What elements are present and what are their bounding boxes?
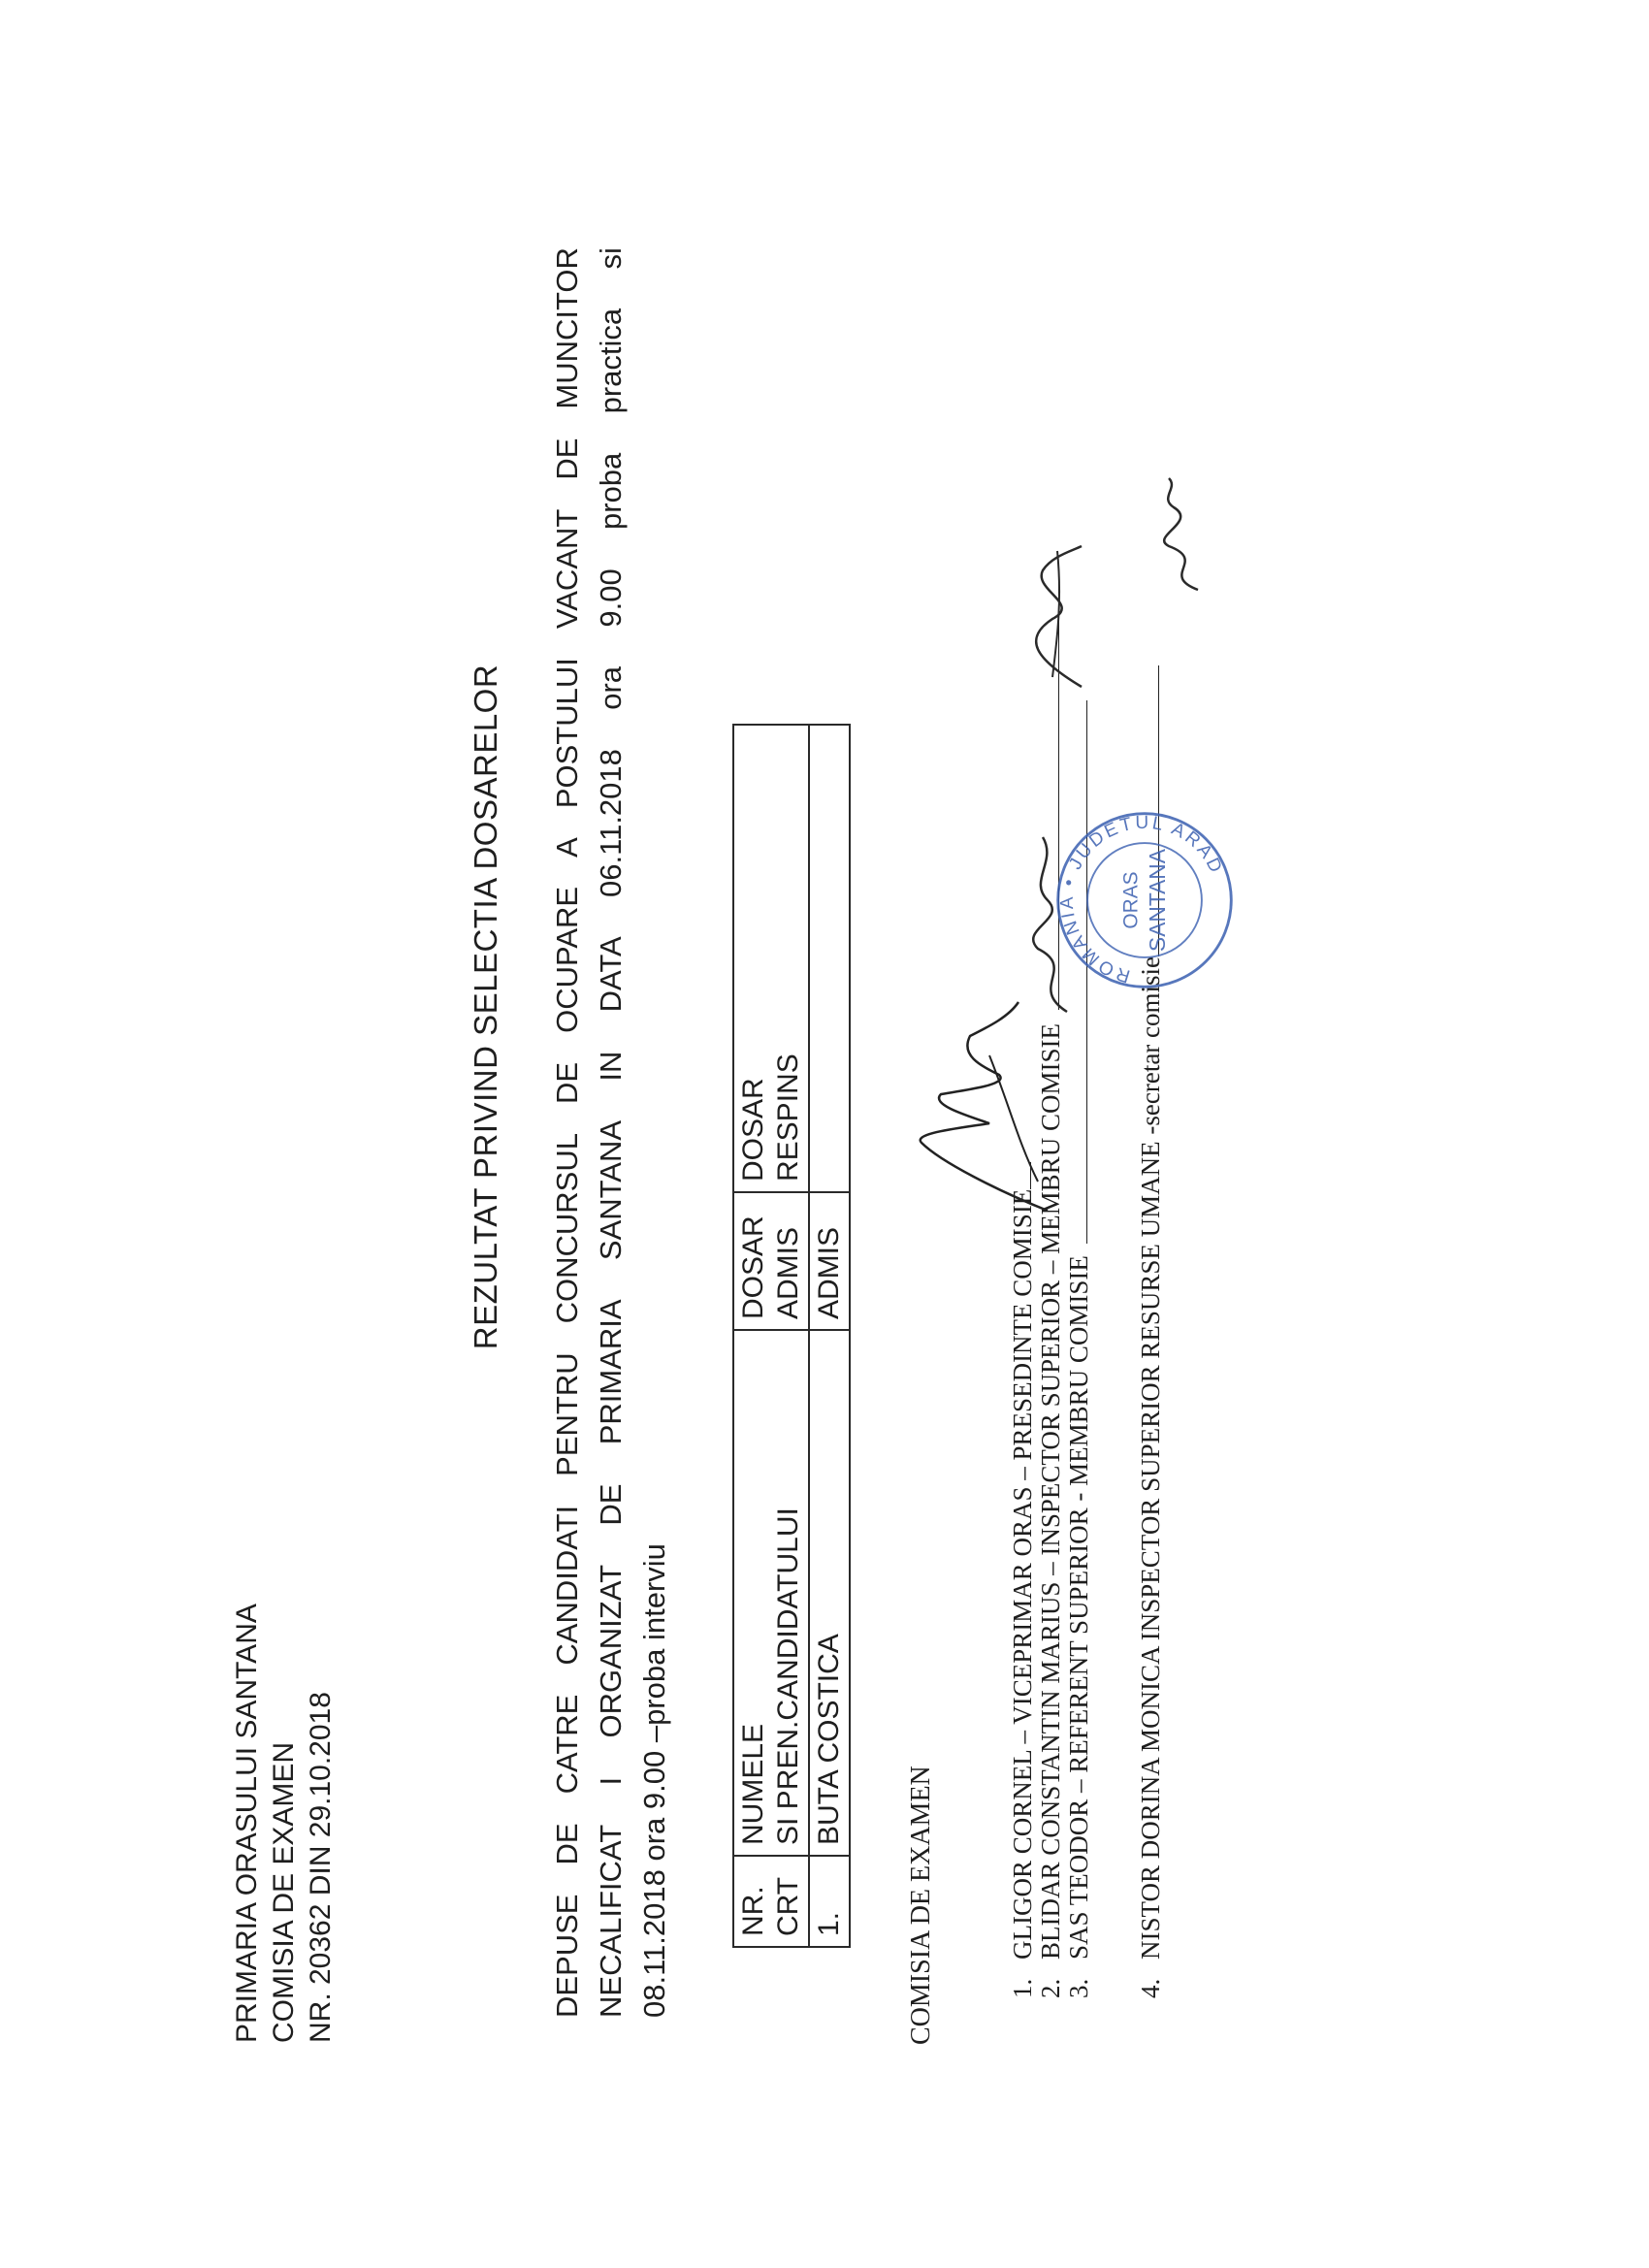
paragraph-word: ORGANIZAT bbox=[594, 1564, 628, 1738]
paragraph-word: PENTRU bbox=[550, 1352, 584, 1476]
paragraph-word: practica bbox=[594, 308, 628, 414]
paragraph-word: 9.00 bbox=[594, 568, 628, 628]
paragraph-word: DATA bbox=[594, 936, 628, 1013]
paragraph-word: I bbox=[594, 1776, 628, 1786]
signature-member-3 bbox=[1014, 541, 1101, 697]
paragraph-word: IN bbox=[594, 1051, 628, 1082]
paragraph-word: POSTULUI bbox=[550, 658, 584, 809]
member-1: 1.GLIGOR CORNEL – VICEPRIMAR ORAS – PRESEDINTE COMISIE bbox=[1009, 583, 1037, 1998]
cell-candidate: BUTA COSTICA bbox=[809, 1330, 850, 1856]
paragraph-line-1 bbox=[545, 247, 589, 2018]
member-2: 2.BLIDAR CONSTANTIN MARIUS – INSPECTOR SUPERIOR – MEMBRU COMISIE bbox=[1037, 583, 1065, 1998]
issuer-name: PRIMARIA ORASULUI SANTANA bbox=[231, 1604, 263, 2043]
description-paragraph bbox=[545, 247, 676, 2018]
paragraph-word: MUNCITOR bbox=[550, 247, 584, 409]
header-admitted: DOSAR ADMIS bbox=[733, 1192, 809, 1330]
registration-number: NR. 20362 DIN 29.10.2018 bbox=[305, 1692, 337, 2043]
stamp-outer-text: ROMANIA • JUDETUL ARAD bbox=[1056, 812, 1227, 987]
document-title: REZULTAT PRIVIND SELECTIA DOSARELOR bbox=[468, 664, 503, 1350]
paragraph-word: 06.11.2018 bbox=[594, 749, 628, 897]
stamp-inner-line-2: SANTANA bbox=[1144, 849, 1170, 952]
cell-nr: 1. bbox=[809, 1856, 850, 1947]
paragraph-word: DE bbox=[594, 1483, 628, 1526]
paragraph-word: CANDIDATI bbox=[550, 1505, 584, 1666]
paragraph-line-2 bbox=[589, 247, 632, 2018]
stamp-inner-line-1: ORAS bbox=[1119, 871, 1143, 929]
header-candidate-name: NUMELE SI PREN.CANDIDATULUI bbox=[733, 1330, 809, 1856]
paragraph-word: OCUPARE bbox=[550, 886, 584, 1033]
paragraph-word: NECALIFICAT bbox=[594, 1824, 628, 2018]
member-4: 4.NISTOR DORINA MONICA INSPECTOR SUPERIOR RESURSE UMANE -secretar comisie bbox=[1137, 583, 1165, 1998]
commission-name: COMISIA DE EXAMEN bbox=[268, 1741, 300, 2043]
cell-rejected bbox=[809, 725, 850, 1192]
paragraph-word: SANTANA bbox=[594, 1119, 628, 1261]
paragraph-word: si bbox=[594, 247, 628, 270]
header-nr-crt: NR. CRT bbox=[733, 1856, 809, 1947]
paragraph-word: CONCURSUL bbox=[550, 1133, 584, 1324]
paragraph-word: DE bbox=[550, 1823, 584, 1865]
paragraph-word: PRIMARIA bbox=[594, 1299, 628, 1445]
commission-members bbox=[1009, 583, 1165, 1998]
signature-member-2 bbox=[1009, 832, 1096, 1017]
results-table bbox=[732, 724, 851, 1948]
member-3: 3.SAS TEODOR – REFERENT SUPERIOR - MEMBRU COMISIE bbox=[1065, 583, 1093, 1998]
paragraph-word: DE bbox=[550, 437, 584, 480]
paragraph-word: proba bbox=[594, 452, 628, 530]
paragraph-line-3: 08.11.2018 ora 9.00 –proba interviu bbox=[637, 1543, 671, 2018]
paragraph-word: ora bbox=[594, 665, 628, 710]
paragraph-word: A bbox=[550, 837, 584, 858]
signature-president bbox=[902, 997, 1067, 1220]
issuer-header bbox=[229, 1604, 340, 2043]
commission-heading: COMISIA DE EXAMEN bbox=[906, 1766, 936, 2045]
paragraph-word: DE bbox=[550, 1061, 584, 1104]
header-rejected: DOSAR RESPINS bbox=[733, 725, 809, 1192]
paragraph-word: VACANT bbox=[550, 508, 584, 630]
paragraph-word: CATRE bbox=[550, 1694, 584, 1795]
cell-admitted: ADMIS bbox=[809, 1192, 850, 1330]
table-header-row bbox=[733, 725, 809, 1947]
paragraph-word: DEPUSE bbox=[550, 1894, 584, 2018]
signature-secretary bbox=[1140, 473, 1217, 599]
table-row bbox=[809, 725, 850, 1947]
